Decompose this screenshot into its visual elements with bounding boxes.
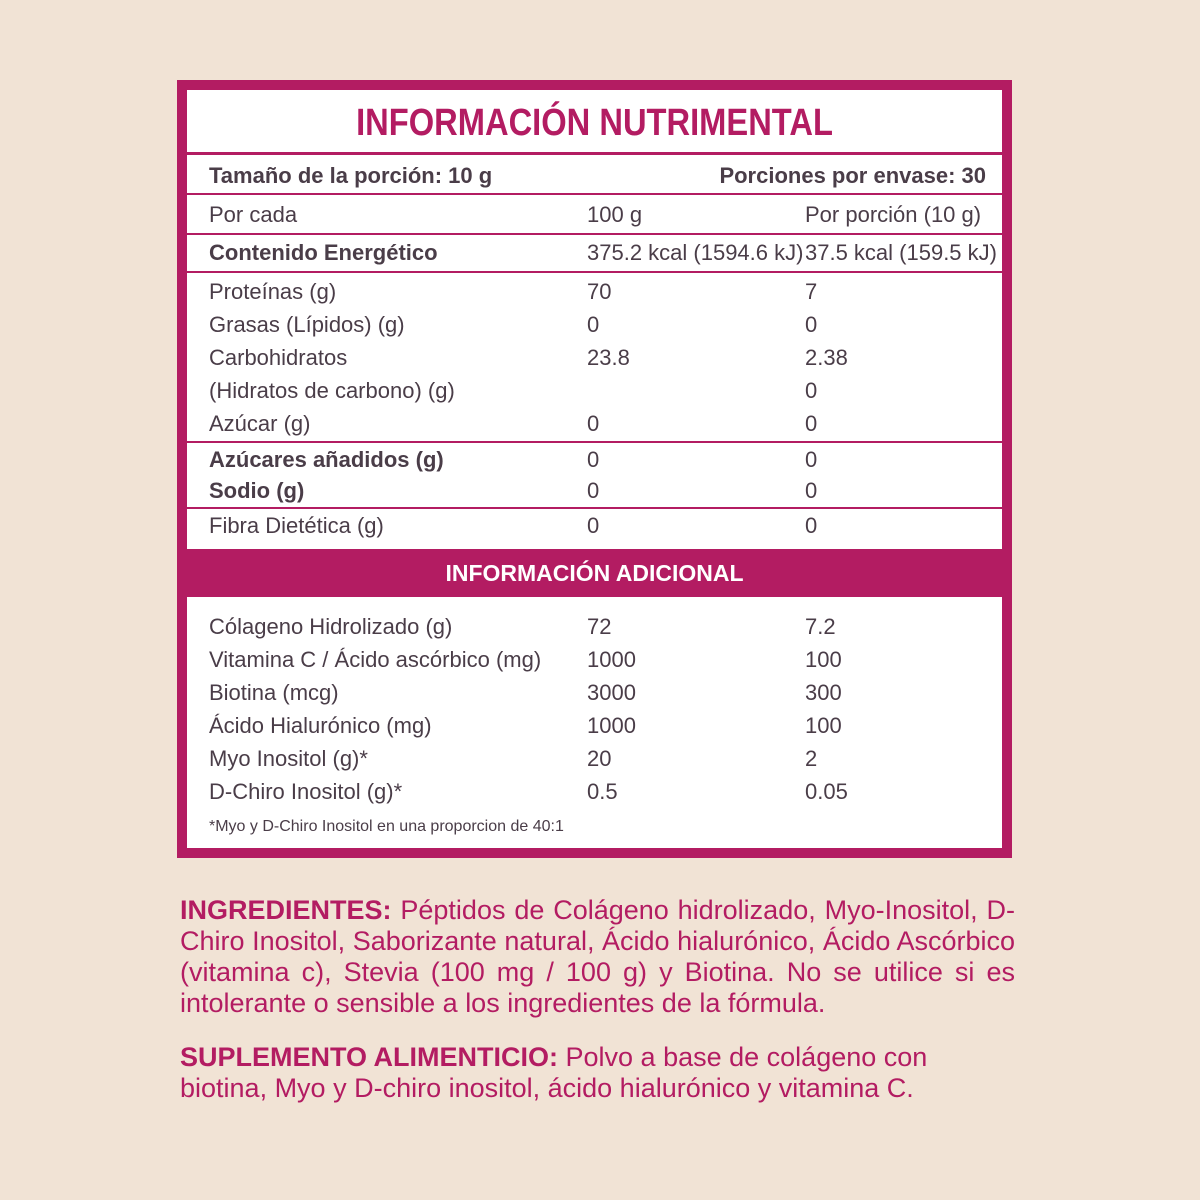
additional-per-serving: 100 bbox=[805, 647, 842, 672]
nutrient-per-serving: 0 bbox=[805, 312, 818, 337]
additional-per100: 72 bbox=[587, 614, 612, 639]
nutrient-name: (Hidratos de carbono) (g) bbox=[209, 378, 455, 403]
supplement-paragraph bbox=[180, 1042, 1015, 1104]
servings-per-container: Porciones por envase: 30 bbox=[719, 163, 986, 188]
supplement-heading: SUPLEMENTO ALIMENTICIO: bbox=[180, 1042, 558, 1072]
nutrient-name: Sodio (g) bbox=[209, 478, 305, 503]
fiber-row bbox=[187, 509, 1002, 549]
fiber-per100: 0 bbox=[587, 513, 600, 538]
table-row bbox=[187, 407, 1002, 441]
nutrient-per100: 0 bbox=[587, 478, 600, 503]
energy-per-serving: 37.5 kcal (159.5 kJ) bbox=[805, 240, 997, 265]
additional-per-serving: 7.2 bbox=[805, 614, 836, 639]
nutrient-per-serving: 2.38 bbox=[805, 345, 848, 370]
nutrient-per-serving: 0 bbox=[805, 447, 818, 472]
serving-info bbox=[187, 152, 1002, 193]
label-title: INFORMACIÓN NUTRIMENTAL bbox=[356, 102, 833, 144]
additional-per100: 3000 bbox=[587, 680, 636, 705]
additional-per100: 0.5 bbox=[587, 779, 618, 804]
additional-per-serving: 100 bbox=[805, 713, 842, 738]
serving-size: Tamaño de la porción: 10 g bbox=[209, 163, 493, 188]
additional-per100: 20 bbox=[587, 746, 612, 771]
nutrient-per100: 0 bbox=[587, 312, 600, 337]
additional-per100: 1000 bbox=[587, 647, 636, 672]
additional-name: Myo Inositol (g)* bbox=[209, 746, 368, 771]
additional-per-serving: 300 bbox=[805, 680, 842, 705]
table-row bbox=[187, 742, 1002, 775]
table-row bbox=[187, 709, 1002, 742]
nutrient-name: Azúcares añadidos (g) bbox=[209, 447, 444, 472]
header-col1: Por cada bbox=[209, 202, 298, 227]
additional-list bbox=[187, 597, 1002, 808]
nutrient-per-serving: 7 bbox=[805, 279, 818, 304]
additional-name: Vitamina C / Ácido ascórbico (mg) bbox=[209, 647, 542, 672]
table-row bbox=[187, 643, 1002, 676]
nutrient-per-serving: 0 bbox=[805, 378, 818, 403]
fiber-name: Fibra Dietética (g) bbox=[209, 513, 384, 538]
footnote: *Myo y D-Chiro Inositol en una proporcion de 40:1 bbox=[209, 818, 564, 835]
table-row bbox=[187, 676, 1002, 709]
ingredients-paragraph bbox=[180, 895, 1015, 1019]
ingredients-heading: INGREDIENTES: bbox=[180, 895, 392, 925]
nutrient-name: Grasas (Lípidos) (g) bbox=[209, 312, 405, 337]
nutrient-per-serving: 0 bbox=[805, 478, 818, 503]
nutrient-per100: 0 bbox=[587, 411, 600, 436]
table-row bbox=[187, 775, 1002, 808]
table-row bbox=[187, 443, 1002, 476]
header-col2: 100 g bbox=[587, 202, 643, 227]
additional-name: Biotina (mcg) bbox=[209, 680, 339, 705]
nutrient-name: Proteínas (g) bbox=[209, 279, 337, 304]
column-header-row bbox=[187, 195, 1002, 233]
energy-name: Contenido Energético bbox=[209, 240, 438, 265]
table-row bbox=[187, 275, 1002, 308]
header-col3: Por porción (10 g) bbox=[805, 202, 982, 227]
nutrient-name: Carbohidratos bbox=[209, 345, 348, 370]
nutrient-per100: 0 bbox=[587, 447, 600, 472]
nutrient-name: Azúcar (g) bbox=[209, 411, 311, 436]
energy-row bbox=[187, 235, 1002, 271]
nutrient-list bbox=[187, 273, 1002, 441]
additional-per-serving: 2 bbox=[805, 746, 818, 771]
additional-per100: 1000 bbox=[587, 713, 636, 738]
table-row bbox=[187, 374, 1002, 407]
table-row bbox=[187, 341, 1002, 374]
highlighted-list bbox=[187, 443, 1002, 507]
table-row bbox=[187, 476, 1002, 507]
nutrition-label bbox=[177, 80, 1012, 858]
table-row bbox=[187, 308, 1002, 341]
nutrient-per100: 23.8 bbox=[587, 345, 630, 370]
nutrient-per100: 70 bbox=[587, 279, 612, 304]
additional-name: Ácido Hialurónico (mg) bbox=[209, 713, 432, 738]
additional-name: Cólageno Hidrolizado (g) bbox=[209, 614, 453, 639]
additional-info-band: INFORMACIÓN ADICIONAL bbox=[187, 549, 1002, 597]
nutrient-per-serving: 0 bbox=[805, 411, 818, 436]
fiber-per-serving: 0 bbox=[805, 513, 818, 538]
energy-per100: 375.2 kcal (1594.6 kJ) bbox=[587, 240, 804, 265]
supplement-text: Polvo a base de colágeno con biotina, Myo y D-chiro inositol, ácido hialurónico y vitamina C. bbox=[180, 1042, 928, 1103]
additional-per-serving: 0.05 bbox=[805, 779, 848, 804]
table-row bbox=[187, 610, 1002, 643]
ingredients-text: Péptidos de Colágeno hidrolizado, Myo-Inositol, D-Chiro Inositol, Saborizante natural, Ácido hialurónico, Ácido Ascórbico (vitamina c), Stevia (100 mg / 100 g) y Biotina. No se utilice si es intolerante o sensible a los ingredientes de la fórmula. bbox=[180, 895, 1015, 1018]
additional-name: D-Chiro Inositol (g)* bbox=[209, 779, 403, 804]
